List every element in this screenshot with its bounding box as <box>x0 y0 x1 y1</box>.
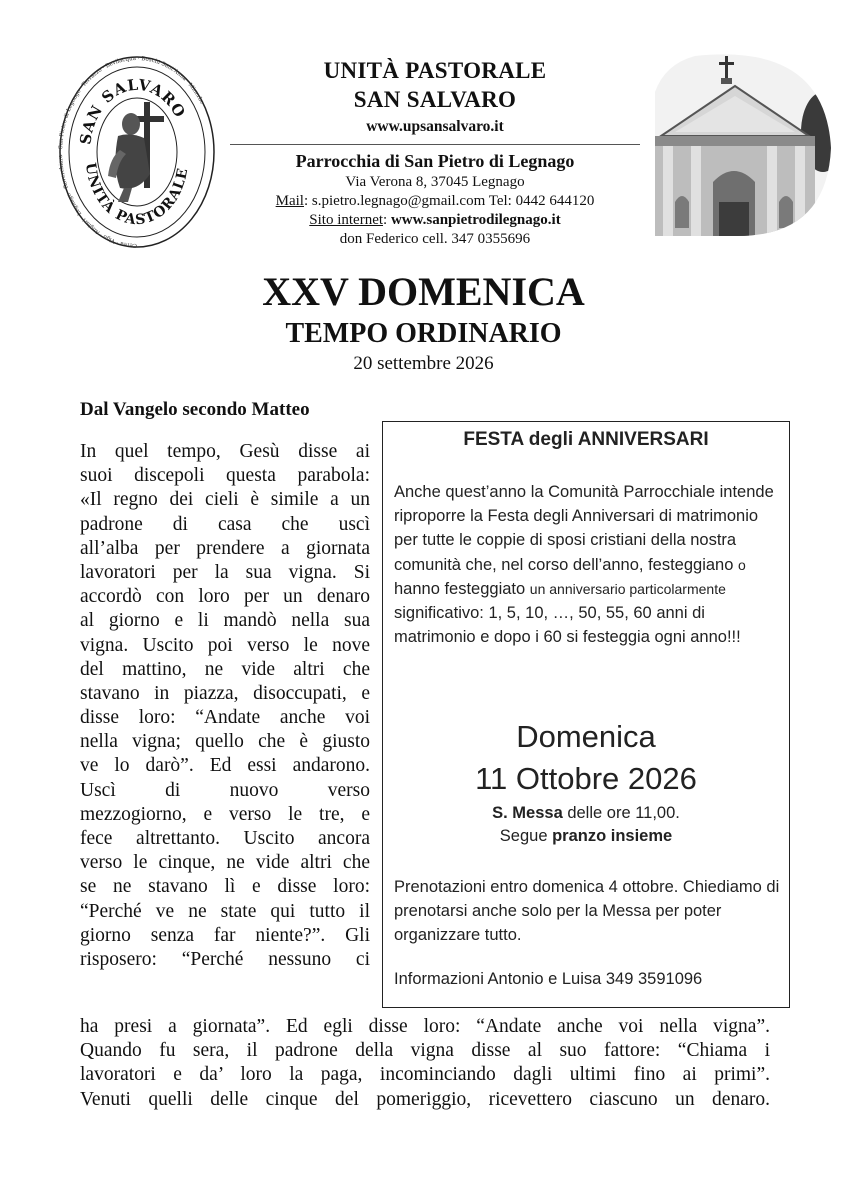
gospel-line: mezzogiorno, e verso le tre, e <box>80 803 370 825</box>
event-intro-text <box>394 480 784 649</box>
parish-site-line <box>230 211 640 230</box>
lunch-label: pranzo insieme <box>552 827 673 845</box>
header-title-line1: UNITÀ PASTORALE <box>323 58 547 83</box>
parish-website-link[interactable]: www.sanpietrodilegnago.it <box>390 212 561 228</box>
header-block <box>230 56 640 249</box>
gospel-line: ve lo darò”. Ed essi andarono. <box>80 755 370 777</box>
seal-outer-text: Cerea · Vigo · Angiari · Legnago · Roverchiara · San Pietro di Legnago · Terrazzo · Bevilacqua · Boschi Sant'Anna · Minerbe <box>58 55 205 249</box>
gospel-line: fece altrettanto. Uscito ancora <box>80 828 370 849</box>
gospel-line: al giorno e li mandò nella sua <box>80 610 370 632</box>
gospel-line: del mattino, ne vide altri che <box>80 658 370 680</box>
gospel-line: ha presi a giornata”. Ed egli disse loro: “Andate anche voi nella vigna”. <box>80 1016 770 1037</box>
intro-part: significativo: 1, 5, 10, …, 50, 55, 60 anni di matrimonio e dopo i 60 si festeggia ogni anno!!! <box>394 604 741 647</box>
event-contact-info: Informazioni Antonio e Luisa 349 3591096 <box>394 970 703 988</box>
site-label: Sito internet <box>309 212 384 228</box>
gospel-line: padrone di casa che uscì <box>80 513 370 535</box>
event-lunch <box>383 825 789 848</box>
event-box-title: FESTA degli ANNIVERSARI <box>463 429 709 450</box>
lunch-pre: Segue <box>499 827 553 845</box>
gospel-line: all’alba per prendere a giornata <box>80 537 370 559</box>
event-booking-text: Prenotazioni entro domenica 4 ottobre. Chiediamo di prenotarsi anche solo per la Messa per poter organizzare tutto. <box>394 878 780 944</box>
mass-time: delle ore 11,00. <box>562 804 680 822</box>
anniversary-event-box <box>382 421 790 1008</box>
gospel-line: stavano in piazza, disoccupati, e <box>80 682 370 704</box>
gospel-line: nella vigna; quello che è giusto <box>80 731 370 753</box>
gospel-line: giorno senza far niente?”. Gli <box>80 924 370 946</box>
gospel-heading: Dal Vangelo secondo Matteo <box>80 399 310 420</box>
gospel-fullwidth-text <box>80 1015 770 1112</box>
priest-contact: don Federico cell. 347 0355696 <box>339 231 531 247</box>
gospel-line: se ne stavano lì e disse loro: <box>80 876 370 898</box>
bulletin-date: 20 settembre 2026 <box>353 353 494 374</box>
header-website-link[interactable]: www.upsansalvaro.it <box>366 118 504 135</box>
parish-seal-logo <box>58 54 216 250</box>
parish-address: Via Verona 8, 37045 Legnago <box>345 174 525 190</box>
event-mass-time <box>383 802 789 825</box>
gospel-line: Quando fu sera, il padrone della vigna disse al suo fattore: “Chiama i <box>80 1040 770 1062</box>
parish-name: Parrocchia di San Pietro di Legnago <box>295 151 575 171</box>
gospel-line: vigna. Uscito poi verso le nove <box>80 634 370 656</box>
header-divider <box>230 144 640 145</box>
gospel-column-text <box>80 440 370 972</box>
gospel-line: suoi discepoli questa parabola: <box>80 465 370 487</box>
gospel-line: lavoratori per la sua vigna. Si <box>80 561 370 583</box>
gospel-line: Venuti quelli delle cinque del pomeriggio, ricevettero ciascuno un denaro. <box>80 1088 770 1110</box>
event-date: 11 Ottobre 2026 <box>475 761 697 796</box>
mail-value[interactable]: : s.pietro.legnago@gmail.com Tel: 0442 644120 <box>303 193 595 209</box>
intro-part: o <box>737 556 746 573</box>
gospel-line: Uscì di nuovo verso <box>80 779 370 801</box>
gospel-line: verso le cinque, ne vide altri che <box>80 852 370 874</box>
event-day: Domenica <box>516 719 656 754</box>
seal-ring-top-text: SAN SALVARO <box>76 75 190 146</box>
church-photo <box>655 52 833 238</box>
intro-part: Anche quest’anno la Comunità Parrocchiale intende riproporre la Festa degli Anniversari di matrimonio per tutte le coppie di sposi cristiani della nostra comunità che, nel corso dell’anno, festeggiano <box>394 483 774 574</box>
page-title: XXV DOMENICA <box>262 269 585 314</box>
parish-mail-line <box>230 192 640 211</box>
gospel-line: In quel tempo, Gesù disse ai <box>80 441 370 462</box>
mail-label: Mail <box>275 193 304 209</box>
gospel-line: «Il regno dei cieli è simile a un <box>80 489 370 511</box>
page-subtitle: TEMPO ORDINARIO <box>285 318 562 349</box>
gospel-line: accordò con loro per un denaro <box>80 586 370 608</box>
gospel-line: “Perché ve ne state qui tutto il <box>80 900 370 922</box>
gospel-line: risposero: “Perché nessuno ci <box>80 948 370 970</box>
mass-label: S. Messa <box>492 804 563 822</box>
intro-part: hanno festeggiato <box>394 579 530 598</box>
header-title-line2: SAN SALVARO <box>353 87 517 112</box>
site-colon: : <box>383 212 391 228</box>
gospel-line: disse loro: “Andate anche voi <box>80 707 370 729</box>
intro-part: un anniversario particolarmente <box>529 580 726 597</box>
seal-ring-bottom-text: UNITÀ PASTORALE <box>81 161 192 229</box>
gospel-line: lavoratori e da’ loro la paga, incominciando dagli ultimi fino ai primi”. <box>80 1064 770 1086</box>
